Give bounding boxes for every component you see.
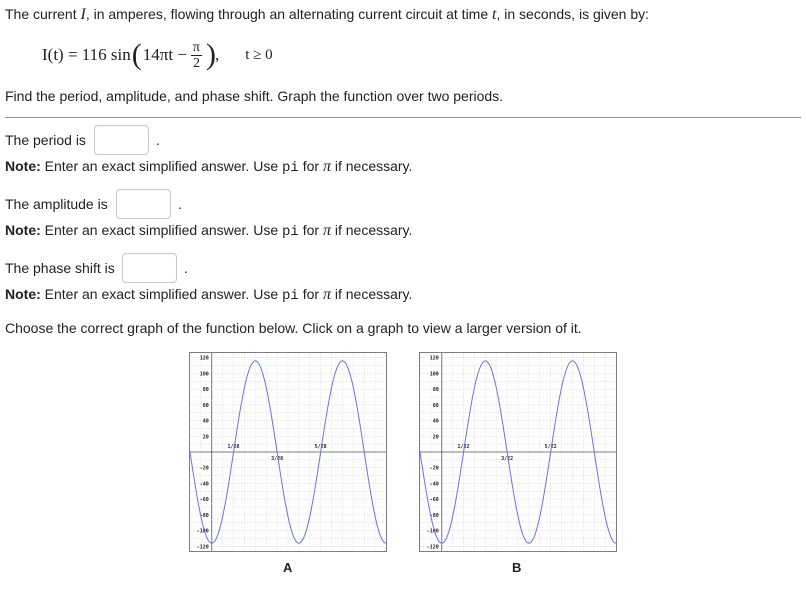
note-text-2: for [298, 222, 323, 238]
amplitude-period: . [178, 196, 182, 212]
note-text-2: for [298, 286, 323, 302]
y-tick-label: 120 [429, 355, 439, 362]
note-text-3: if necessary. [330, 286, 413, 302]
note-text-1: Enter an exact simplified answer. Use [40, 158, 283, 174]
y-tick-label: -120 [196, 544, 209, 551]
graph-a-plot [190, 353, 386, 551]
equation [42, 39, 273, 71]
note-amplitude [5, 222, 412, 240]
note-text-3: if necessary. [330, 158, 413, 174]
fraction-denominator: 2 [192, 55, 200, 71]
variable-I: I [80, 6, 86, 23]
note-code: pi [282, 288, 299, 304]
phase-period: . [184, 260, 188, 276]
intro-text-2: , in amperes, flowing through an alternating current circuit at time [85, 6, 493, 22]
note-text-3: if necessary. [330, 222, 413, 238]
note-pi: π [322, 286, 331, 303]
phase-label: The phase shift is [5, 260, 115, 276]
y-tick-label: -100 [426, 528, 439, 535]
y-tick-label: -80 [429, 512, 439, 519]
intro-text-1: The current [5, 6, 81, 22]
equation-inner: 14πt − [142, 45, 187, 64]
y-tick-label: -60 [429, 497, 439, 504]
note-text-1: Enter an exact simplified answer. Use [40, 222, 283, 238]
note-bold: Note: [5, 286, 41, 302]
y-tick-label: 20 [432, 434, 439, 441]
period-period: . [156, 132, 160, 148]
y-tick-label: 120 [199, 355, 209, 362]
equation-lhs: I(t) = 116 sin [42, 45, 131, 64]
note-period [5, 158, 412, 176]
y-tick-label: -80 [199, 512, 209, 519]
divider [5, 117, 801, 118]
task-text: Find the period, amplitude, and phase shift. Graph the function over two periods. [5, 88, 504, 104]
open-paren: ( [131, 38, 142, 71]
x-tick-label: 1/22 [457, 444, 470, 450]
y-tick-label: 100 [199, 371, 209, 378]
y-tick-label: 60 [202, 402, 209, 409]
y-tick-label: -20 [429, 465, 439, 472]
fraction [191, 40, 202, 71]
note-code: pi [282, 160, 299, 176]
y-tick-label: 40 [432, 418, 439, 425]
y-tick-label: -40 [429, 481, 439, 488]
phase-input[interactable] [122, 253, 177, 283]
note-bold: Note: [5, 222, 41, 238]
close-paren: ) [206, 38, 216, 71]
note-text-2: for [298, 158, 323, 174]
x-tick-label: 3/28 [271, 456, 284, 462]
y-tick-label: -120 [426, 544, 439, 551]
graph-b-plot [420, 353, 616, 551]
note-text-1: Enter an exact simplified answer. Use [40, 286, 283, 302]
amplitude-input[interactable] [116, 189, 171, 219]
y-tick-label: -100 [196, 528, 209, 535]
note-phase [5, 286, 412, 304]
equation-comma: , [215, 45, 220, 64]
graph-label-b: B [512, 560, 522, 575]
y-tick-label: 20 [202, 434, 209, 441]
y-tick-label: -60 [199, 497, 209, 504]
y-tick-label: -40 [199, 481, 209, 488]
note-bold: Note: [5, 158, 41, 174]
question-intro [5, 6, 649, 24]
note-pi: π [322, 222, 331, 239]
period-input[interactable] [94, 125, 149, 155]
fraction-numerator: π [192, 39, 200, 55]
y-tick-label: 80 [432, 387, 439, 394]
x-tick-label: 5/22 [544, 444, 557, 450]
note-code: pi [282, 224, 299, 240]
graph-prompt: Choose the correct graph of the function below. Click on a graph to view a larger version of it. [5, 320, 582, 336]
graph-option-b[interactable] [419, 352, 617, 552]
x-tick-label: 5/28 [314, 444, 327, 450]
graph-option-a[interactable] [189, 352, 387, 552]
y-tick-label: 40 [202, 418, 209, 425]
amplitude-label: The amplitude is [5, 196, 108, 212]
y-tick-label: 60 [432, 402, 439, 409]
x-tick-label: 3/22 [501, 456, 514, 462]
variable-t: t [492, 6, 497, 23]
x-tick-label: 1/28 [227, 444, 240, 450]
y-tick-label: 100 [429, 371, 439, 378]
y-tick-label: -20 [199, 465, 209, 472]
period-label: The period is [5, 132, 86, 148]
equation-condition: t ≥ 0 [245, 46, 273, 63]
graph-label-a: A [283, 560, 293, 575]
intro-text-3: , in seconds, is given by: [496, 6, 649, 22]
y-tick-label: 80 [202, 387, 209, 394]
note-pi: π [322, 158, 331, 175]
